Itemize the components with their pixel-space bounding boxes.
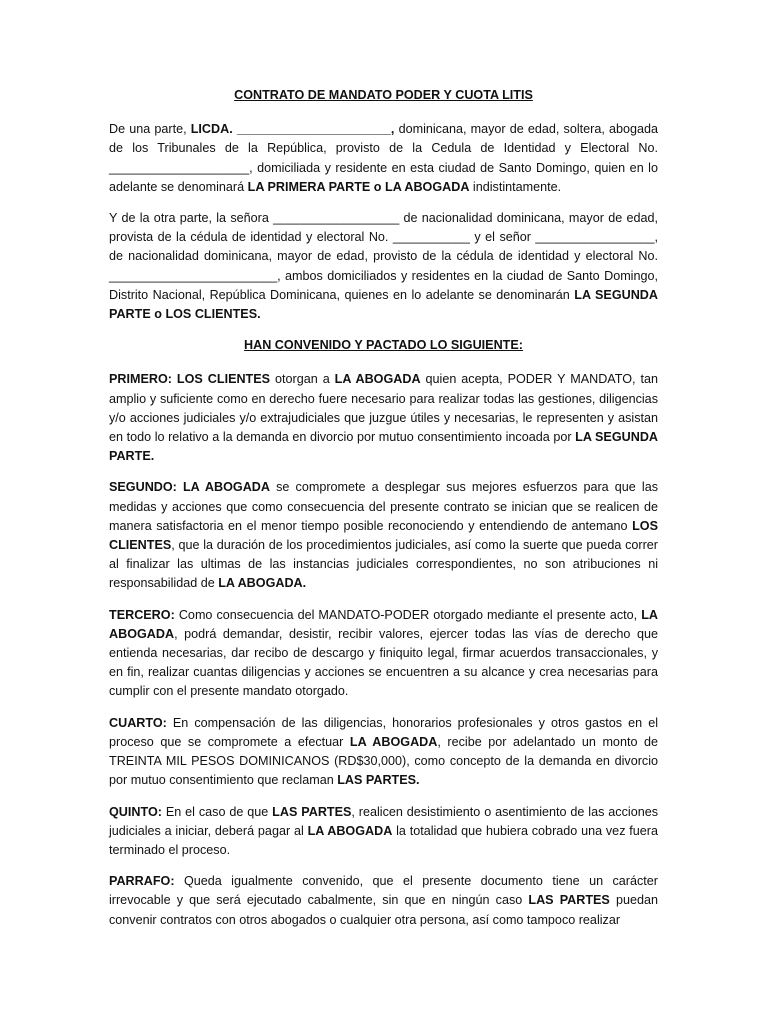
- text: En el caso de que: [161, 804, 273, 819]
- clause-segundo: [109, 478, 658, 593]
- text: indistintamente.: [469, 179, 562, 194]
- section-heading: HAN CONVENIDO Y PACTADO LO SIGUIENTE:: [244, 338, 523, 353]
- text: quien acepta, PODER Y MANDATO, tan amplio y suficiente como en derecho fuere necesario para realizar todas las gestiones, diligencias y/o acciones judiciales y/o extrajudiciales que juzgue útiles y necesarias, le representen y asistan en todo lo relativo a la demanda en divorcio por mutuo consentimiento incoada por: [109, 372, 658, 445]
- clause-quinto: [109, 803, 658, 861]
- bold-text: LOS CLIENTES: [109, 518, 658, 553]
- document-title: CONTRATO DE MANDATO PODER Y CUOTA LITIS: [234, 88, 533, 102]
- text: En compensación de las diligencias, honorarios profesionales y otros gastos en el proceso que se compromete a efectuar: [109, 715, 658, 749]
- clause-label: SEGUNDO: LA ABOGADA: [109, 480, 271, 495]
- clause-label: PARRAFO:: [109, 874, 175, 889]
- bold-text: LA ABOGADA: [334, 372, 421, 387]
- text: De una parte,: [109, 122, 191, 137]
- text: , que la duración de los procedimientos judiciales, así como la suerte que pueda correr al finalizar las ultimas de las instancias judiciales correspondientes, no son atribuciones ni responsabilidad de: [109, 538, 658, 591]
- paragraph-second-party: [109, 209, 658, 324]
- text: , realicen desistimiento o asentimiento de las acciones judiciales a iniciar, deberá pagar al: [109, 804, 658, 838]
- clause-label: PRIMERO: LOS CLIENTES: [109, 372, 271, 387]
- bold-text: LA ABOGADA: [349, 734, 438, 749]
- text: otorgan a: [270, 372, 335, 387]
- bold-text: LAS PARTES: [528, 893, 610, 908]
- bold-text: LICDA. ______________________,: [190, 122, 395, 137]
- text: puedan convenir contratos con otros abogados o cualquier otra persona, así como tampoco realizar: [109, 893, 658, 927]
- paragraph-first-party: [109, 120, 658, 197]
- text: dominicana, mayor de edad, soltera, abogada de los Tribunales de la República, provisto de la Cedula de Identidad y Electoral No. ____________________, domiciliada y residente en esta ciudad de Santo Domingo, quien en lo adelante se denominará: [109, 122, 659, 194]
- text: Como consecuencia del MANDATO-PODER otorgado mediante el presente acto,: [174, 607, 642, 622]
- bold-text: LA PRIMERA PARTE o LA ABOGADA: [247, 179, 470, 194]
- text: Y de la otra parte, la señora __________________ de nacionalidad dominicana, mayor de edad, provista de la cédula de identidad y electoral No. ___________ y el señor _________________, de nacionalidad dominicana, mayor de edad, provisto de la cédula de identidad y electoral No. ________________________, ambos domiciliados y residentes en la ciudad de Santo Domingo, Distrito Nacional, República Dominicana, quienes en lo adelante se denominarán: [109, 211, 658, 302]
- text: la totalidad que hubiera cobrado una vez fuera terminado el proceso.: [109, 823, 658, 857]
- clause-parrafo: [109, 872, 658, 930]
- clause-label: CUARTO:: [109, 715, 167, 730]
- clause-tercero: [109, 606, 658, 702]
- bold-text: LA ABOGADA: [307, 823, 393, 838]
- bold-text: LA SEGUNDA PARTE.: [109, 430, 659, 464]
- text: , recibe por adelantado un monto de TREINTA MIL PESOS DOMINICANOS (RD$30,000), como concepto de la demanda en divorcio por mutuo consentimiento que reclaman: [109, 734, 658, 788]
- bold-text: LAS PARTES.: [337, 773, 420, 788]
- text: Queda igualmente convenido, que el presente documento tiene un carácter irrevocable y que será ejecutado cabalmente, sin que en ningún caso: [109, 874, 658, 908]
- contract-page: [109, 86, 658, 930]
- bold-text: LA SEGUNDA PARTE o LOS CLIENTES.: [109, 287, 658, 322]
- clause-label: TERCERO:: [109, 607, 175, 622]
- clause-label: QUINTO:: [109, 804, 162, 819]
- bold-text: LA ABOGADA.: [218, 576, 307, 591]
- bold-text: LA ABOGADA: [109, 607, 658, 641]
- clause-cuarto: [109, 714, 658, 791]
- text: , podrá demandar, desistir, recibir valores, ejercer todas las vías de derecho que entienda necesarias, dar recibo de descargo y finiquito legal, firmar acuerdos transaccionales, y en fin, realizar cuantas diligencias y acciones se encuentren a su alcance y crea necesarias para cumplir con el presente mandato otorgado.: [109, 626, 658, 699]
- text: se compromete a desplegar sus mejores esfuerzos para que las medidas y acciones que como consecuencia del presente contrato se inician que se realicen de manera satisfactoria en el menor tiempo posible reconociendo y entendiendo de antemano: [109, 480, 659, 533]
- clause-primero: [109, 370, 658, 466]
- bold-text: LAS PARTES: [272, 804, 352, 819]
